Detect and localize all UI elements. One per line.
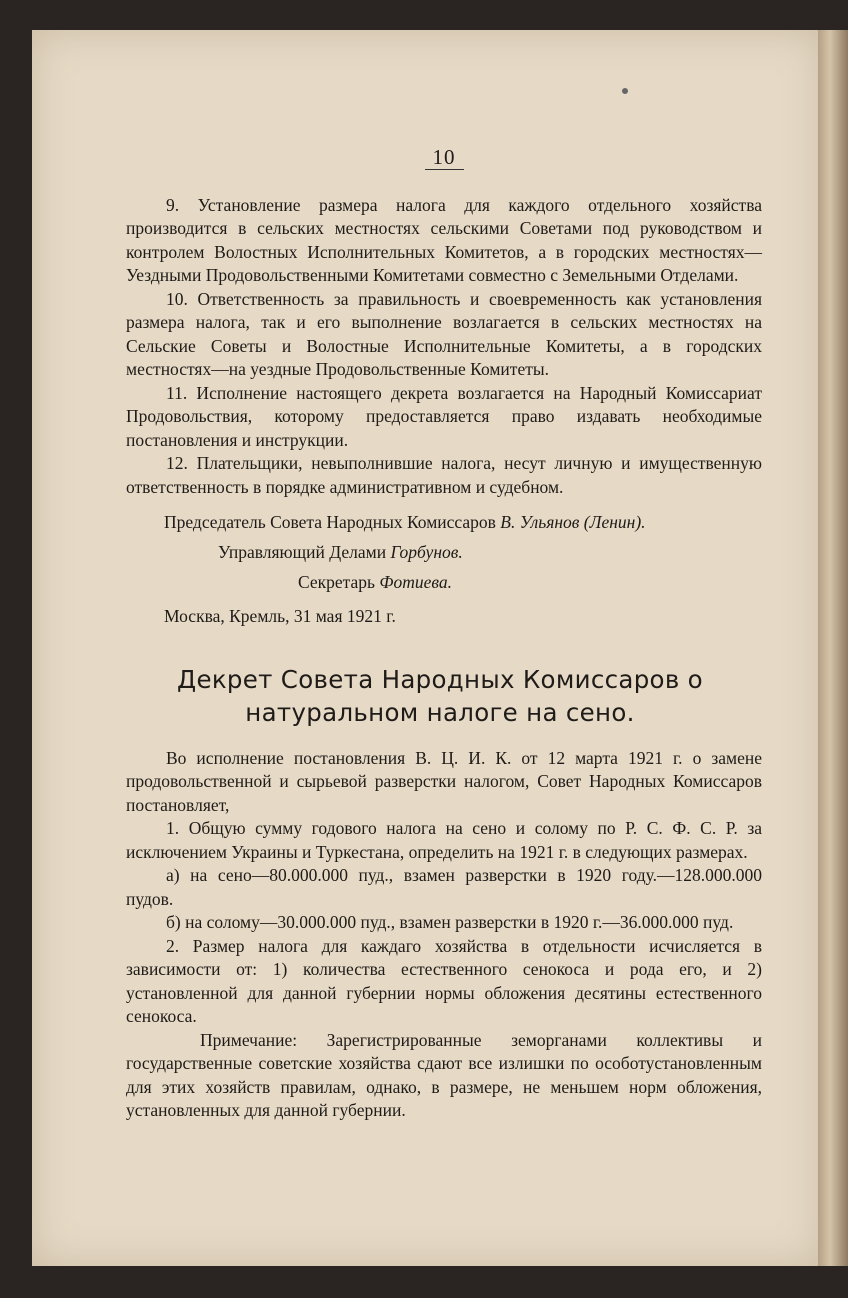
signatures: [126, 507, 762, 597]
ink-spot: [622, 88, 628, 94]
page-text: [126, 146, 762, 1123]
page-edge: [818, 30, 848, 1266]
place-date: Москва, Кремль, 31 мая 1921 г.: [164, 606, 396, 626]
decree-intro: Во исполнение постановления В. Ц. И. К. от 12 марта 1921 г. о замене продовольственной и сырьевой разверстки налогом, Совет Народных Комиссаров постановляет,: [126, 747, 762, 815]
decree-note: Примечание: Зарегистрированные земорганами коллективы и государственные советские хозяйства сдают все излишки по особотустановленным для этих хозяйств правилам, однако, в размере, не меньшем норм обложения, установленных для данной губернии.: [126, 1029, 762, 1120]
paragraph-11: 11. Исполнение настоящего декрета возлагается на Народный Комиссариат Продовольствия, которому предоставляется право издавать необходимые постановления и инструкции.: [126, 382, 762, 450]
decree-title: Декрет Совета Народных Комиссаров о натуральном налоге на сено.: [177, 664, 703, 727]
paragraph-10: 10. Ответственность за правильность и своевременность как установления размера налога, так и его выполнение возлагается в сельских местностях на Сельские Советы и Волостные Исполнительные Комитеты, а в городских местностях—на уездные Продовольственные Комитеты.: [126, 288, 762, 379]
paragraph-9: 9. Установление размера налога для каждого отдельного хозяйства производится в сельских местностях сельскими Советами под руководством и контролем Волостных Исполнительных Комитетов, а в городских местностях—Уездными Продовольственными Комитетами совместно с Земельными Отделами.: [126, 194, 762, 285]
decree-point-1a: а) на сено—80.000.000 пуд., взамен разверстки в 1920 году.—128.000.000 пудов.: [126, 865, 762, 909]
paragraph-12: 12. Плательщики, невыполнившие налога, несут личную и имущественную ответственность в порядке административном и судебном.: [126, 453, 762, 497]
signature-secretary: Секретарь Фотиева.: [298, 572, 453, 592]
decree-point-2: 2. Размер налога для каждаго хозяйства в отдельности исчисляется в зависимости от: 1) количества естественного сенокоса и рода его, и 2) установленной для данной губернии нормы обложения десятины естественного сенокоса.: [126, 935, 762, 1026]
decree-point-1b: б) на солому—30.000.000 пуд., взамен разверстки в 1920 г.—36.000.000 пуд.: [166, 912, 734, 932]
decree-point-1: 1. Общую сумму годового налога на сено и солому по Р. С. Ф. С. Р. за исключением Украины и Туркестана, определить на 1921 г. в следующих размерах.: [126, 818, 762, 862]
signature-manager: Управляющий Делами Горбунов.: [218, 542, 463, 562]
page-number: 10: [126, 146, 762, 170]
signature-chair: Председатель Совета Народных Комиссаров В. Ульянов (Ленин).: [164, 512, 646, 532]
